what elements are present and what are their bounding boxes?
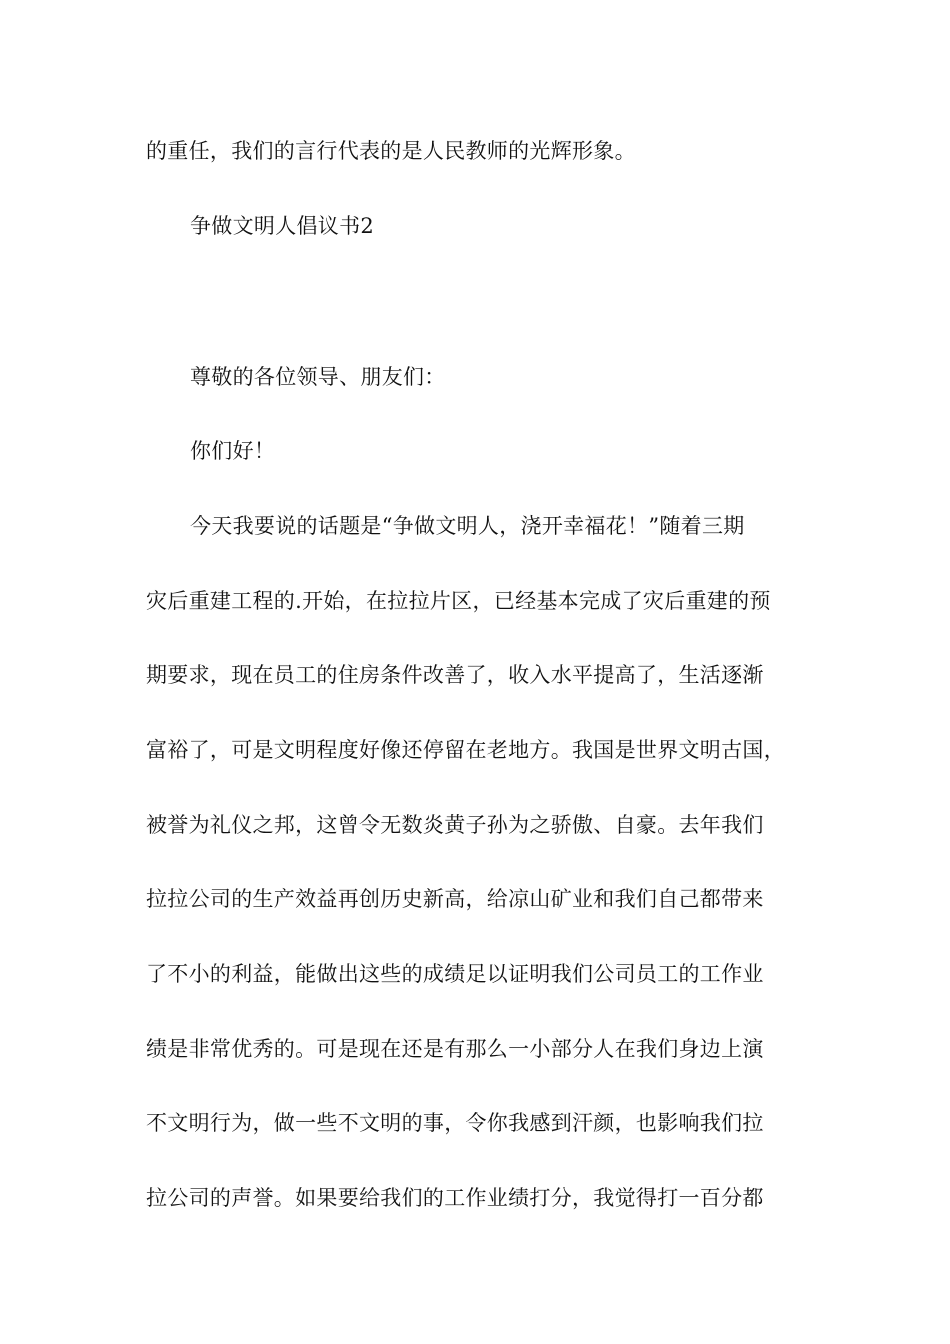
salutation: 尊敬的各位领导、朋友们： [190,365,446,389]
paragraph-line-9: 不文明行为，做一些不文明的事，令你我感到汗颜，也影响我们拉 [146,1111,764,1135]
section-heading: 争做文明人倡议书2 [190,214,375,238]
paragraph-line-3: 期要求，现在员工的住房条件改善了，收入水平提高了，生活逐渐 [146,663,764,687]
paragraph-line-7: 了不小的利益，能做出这些的成绩足以证明我们公司员工的工作业 [146,962,764,986]
paragraph-line-2: 灾后重建工程的.开始，在拉拉片区，已经基本完成了灾后重建的预 [146,589,771,613]
paragraph-line-1: 今天我要说的话题是“争做文明人，浇开幸福花！”随着三期 [190,514,745,538]
text-line-1: 的重任，我们的言行代表的是人民教师的光辉形象。 [146,139,636,163]
paragraph-line-10: 拉公司的声誉。如果要给我们的工作业绩打分，我觉得打一百分都 [146,1186,764,1210]
greeting: 你们好！ [190,439,276,463]
paragraph-line-8: 绩是非常优秀的。可是现在还是有那么一小部分人在我们身边上演 [146,1037,764,1061]
paragraph-line-5: 被誉为礼仪之邦，这曾令无数炎黄子孙为之骄傲、自豪。去年我们 [146,813,764,837]
paragraph-line-6: 拉拉公司的生产效益再创历史新高，给凉山矿业和我们自己都带来 [146,887,764,911]
paragraph-line-4: 富裕了，可是文明程度好像还停留在老地方。我国是世界文明古国， [146,738,785,762]
